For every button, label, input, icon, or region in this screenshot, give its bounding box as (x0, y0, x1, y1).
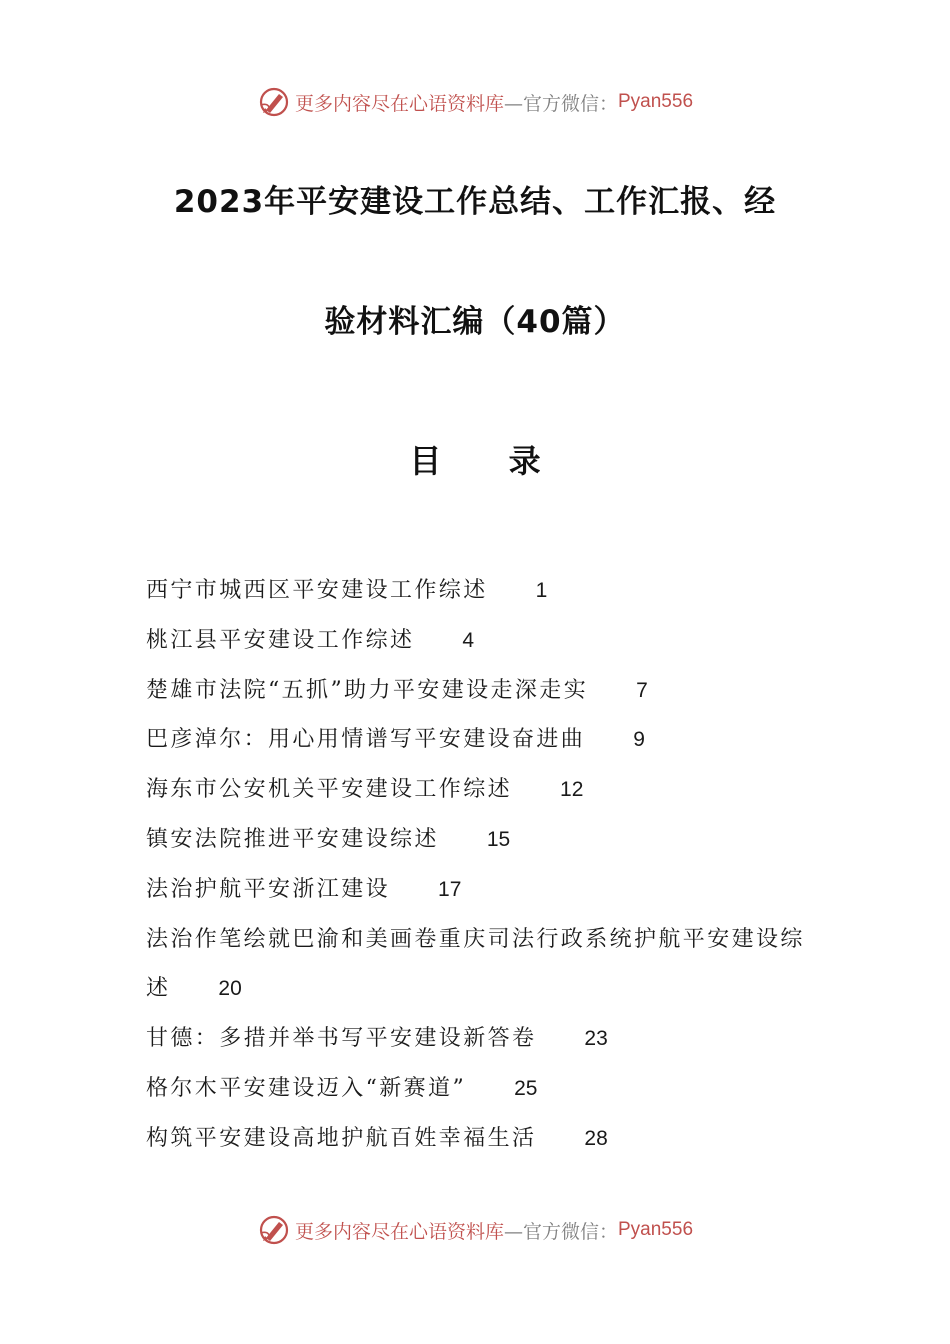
toc-item[interactable] (146, 1064, 816, 1114)
toc-item[interactable] (146, 566, 816, 616)
toc-item[interactable] (146, 1014, 816, 1064)
toc-heading: 目 录 (409, 442, 569, 480)
toc-item[interactable] (146, 865, 816, 915)
toc-item-title: 镇安法院推进平安建设综述 (146, 826, 439, 852)
watermark-wechat-id: Pyan556 (618, 91, 694, 112)
toc-item[interactable] (146, 666, 816, 716)
toc-item-page: 25 (514, 1076, 538, 1100)
toc-item[interactable] (146, 715, 816, 765)
toc-item-title: 法治作笔绘就巴渝和美画卷重庆司法行政系统护航平安建设综述 (146, 926, 805, 1002)
toc-item-page: 12 (560, 778, 584, 802)
toc-item-title: 海东市公安机关平安建设工作综述 (146, 777, 513, 803)
toc-item-page: 4 (462, 628, 475, 652)
watermark-banner-bottom (0, 1210, 950, 1250)
toc-item-page: 15 (486, 827, 511, 851)
toc-item-page: 23 (584, 1027, 608, 1051)
toc-item-page: 1 (535, 579, 548, 602)
toc-item-title: 格尔木平安建设迈入“新赛道” (146, 1075, 467, 1101)
toc-item-title: 楚雄市法院“五抓”助力平安建设走深走实 (146, 677, 589, 703)
watermark-text: 更多内容尽在心语资料库 (294, 1220, 504, 1243)
watermark-separator-text: —官方微信： (503, 92, 618, 115)
toc-item-title: 构筑平安建设高地护航百姓幸福生活 (146, 1125, 537, 1151)
toc-item-page: 17 (438, 877, 462, 901)
toc-item-page: 28 (584, 1126, 608, 1150)
toc-item-title: 甘德：多措并举书写平安建设新答卷 (146, 1026, 537, 1052)
pen-circle-logo-icon (257, 85, 291, 119)
watermark-text: 更多内容尽在心语资料库 (294, 92, 504, 115)
pen-circle-logo-icon (257, 1213, 291, 1247)
toc-item[interactable] (146, 1114, 816, 1164)
toc-item-title: 西宁市城西区平安建设工作综述 (146, 578, 488, 603)
document-title-line2: 验材料汇编（40篇） (324, 304, 626, 340)
toc-item[interactable] (146, 616, 816, 666)
table-of-contents (146, 566, 816, 1164)
watermark-wechat-id: Pyan556 (618, 1219, 694, 1240)
toc-item-title: 巴彦淖尔：用心用情谱写平安建设奋进曲 (146, 727, 586, 753)
toc-item[interactable] (146, 915, 816, 1015)
toc-item[interactable] (146, 765, 816, 815)
document-title-line1: 2023年平安建设工作总结、工作汇报、经 (173, 184, 777, 220)
toc-item-page: 9 (633, 728, 645, 752)
toc-item-page: 7 (636, 678, 648, 702)
watermark-banner-top (0, 82, 950, 122)
toc-item-title: 法治护航平安浙江建设 (146, 876, 391, 902)
toc-item-title: 桃江县平安建设工作综述 (146, 627, 415, 653)
watermark-separator-text: —官方微信： (503, 1220, 618, 1243)
toc-item[interactable] (146, 815, 816, 865)
toc-item-page: 20 (218, 977, 242, 1001)
